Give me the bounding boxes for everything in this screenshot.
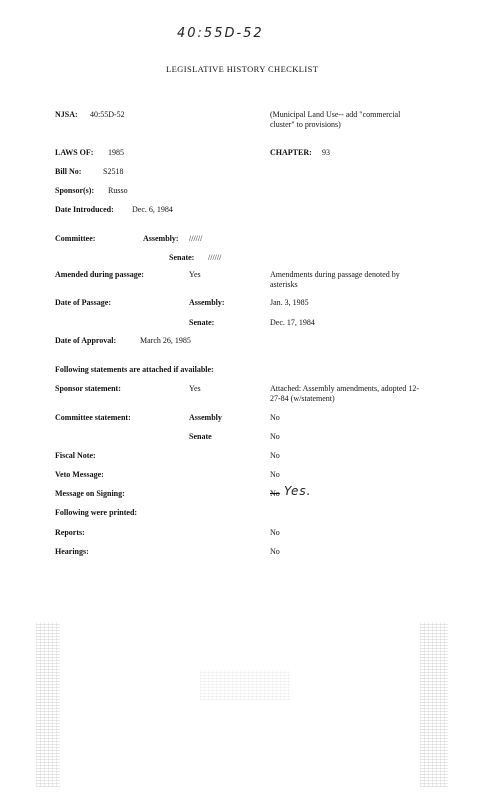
reports-label: Reports: bbox=[55, 528, 85, 537]
veto-message-label: Veto Message: bbox=[55, 470, 104, 479]
date-of-passage-label: Date of Passage: bbox=[55, 298, 111, 307]
date-of-approval-label: Date of Approval: bbox=[55, 336, 117, 345]
committee-statement-assembly-value: No bbox=[270, 413, 280, 422]
fiscal-note-value: No bbox=[270, 451, 280, 460]
committee-senate-label: Senate: bbox=[169, 253, 195, 262]
amended-note: Amendments during passage denoted by asterisks bbox=[270, 270, 400, 289]
laws-of-value: 1985 bbox=[108, 148, 124, 157]
committee-label: Committee: bbox=[55, 234, 96, 243]
following-printed-heading: Following were printed: bbox=[55, 508, 138, 517]
sponsor-statement-note: Attached: Assembly amendments, adopted 12-27-84 (w/statement) bbox=[270, 384, 420, 403]
passage-senate-label: Senate: bbox=[189, 318, 215, 327]
date-introduced-value: Dec. 6, 1984 bbox=[132, 205, 173, 214]
amended-value: Yes bbox=[189, 270, 201, 279]
date-of-approval-value: March 26, 1985 bbox=[140, 336, 191, 345]
njsa-label: NJSA: bbox=[55, 110, 78, 119]
passage-assembly-label: Assembly: bbox=[189, 298, 225, 307]
committee-senate-value: ////// bbox=[208, 253, 222, 262]
scan-noise-right bbox=[420, 622, 448, 787]
committee-statement-senate-label: Senate bbox=[189, 432, 212, 441]
following-attached-heading: Following statements are attached if available: bbox=[55, 365, 214, 374]
sponsors-value: Russo bbox=[108, 186, 128, 195]
laws-of-label: LAWS OF: bbox=[55, 148, 94, 157]
scan-noise-middle bbox=[200, 670, 290, 700]
chapter-label: CHAPTER: bbox=[270, 148, 312, 157]
fiscal-note-label: Fiscal Note: bbox=[55, 451, 96, 460]
sponsors-label: Sponsor(s): bbox=[55, 186, 95, 195]
date-introduced-label: Date Introduced: bbox=[55, 205, 114, 214]
reports-value: No bbox=[270, 528, 280, 537]
veto-message-value: No bbox=[270, 470, 280, 479]
scan-noise-left bbox=[36, 622, 60, 787]
njsa-note: (Municipal Land Use-- add "commercial cluster" to provisions) bbox=[270, 110, 401, 129]
chapter-value: 93 bbox=[322, 148, 330, 157]
document-title: LEGISLATIVE HISTORY CHECKLIST bbox=[166, 64, 319, 74]
message-on-signing-handwritten-value: Yes. bbox=[284, 484, 312, 498]
hearings-value: No bbox=[270, 547, 280, 556]
bill-no-label: Bill No: bbox=[55, 167, 82, 176]
sponsor-statement-label: Sponsor statement: bbox=[55, 384, 121, 393]
message-on-signing-label: Message on Signing: bbox=[55, 489, 125, 498]
committee-statement-label: Committee statement: bbox=[55, 413, 131, 422]
committee-statement-assembly-label: Assembly bbox=[189, 413, 222, 422]
passage-senate-value: Dec. 17, 1984 bbox=[270, 318, 315, 327]
njsa-value: 40:55D-52 bbox=[90, 110, 125, 119]
sponsor-statement-value: Yes bbox=[189, 384, 201, 393]
committee-assembly-label: Assembly: bbox=[143, 234, 179, 243]
handwritten-header: 40:55D-52 bbox=[177, 26, 264, 41]
message-on-signing-struck-value: No bbox=[270, 489, 280, 498]
hearings-label: Hearings: bbox=[55, 547, 89, 556]
amended-label: Amended during passage: bbox=[55, 270, 144, 279]
committee-statement-senate-value: No bbox=[270, 432, 280, 441]
passage-assembly-value: Jan. 3, 1985 bbox=[270, 298, 309, 307]
bill-no-value: S2518 bbox=[103, 167, 124, 176]
committee-assembly-value: ////// bbox=[189, 234, 203, 243]
